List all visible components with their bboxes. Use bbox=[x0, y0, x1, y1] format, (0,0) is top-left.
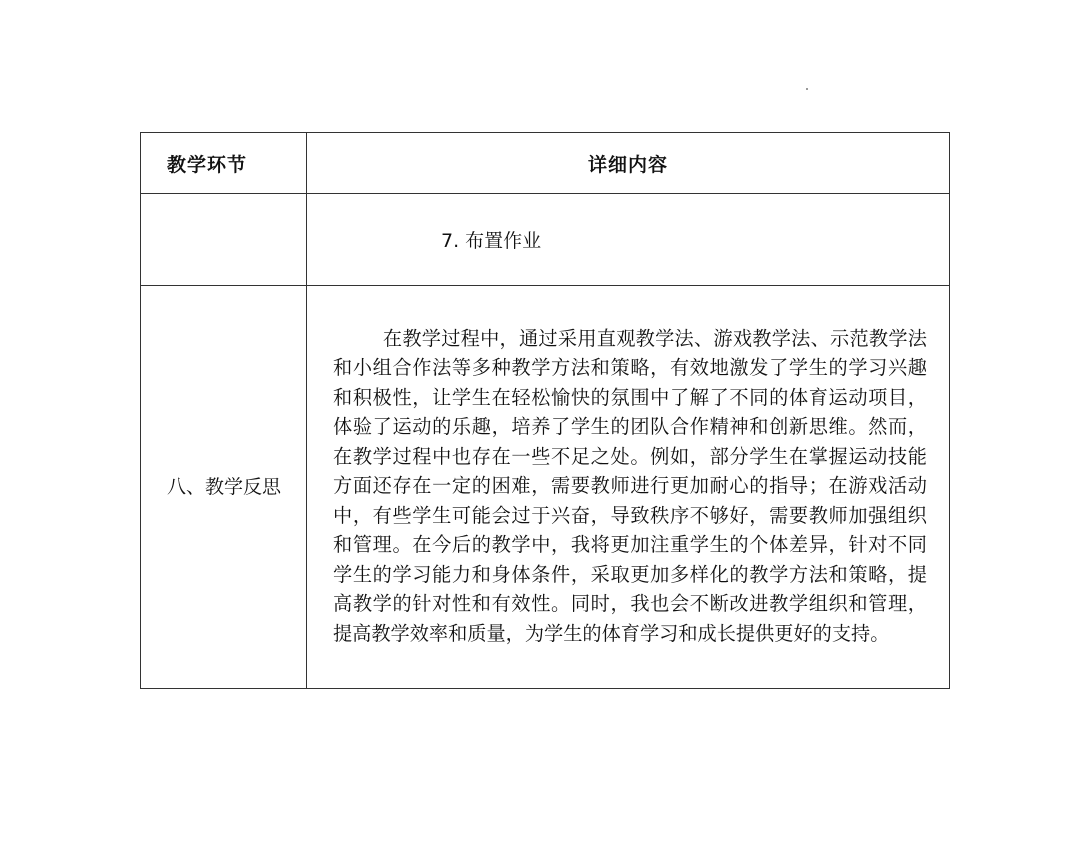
header-section: 教学环节 bbox=[141, 133, 307, 194]
row-section-cell: 八、教学反思 bbox=[141, 286, 307, 689]
header-details: 详细内容 bbox=[307, 133, 950, 194]
page-mark bbox=[806, 88, 808, 90]
table-header-row bbox=[141, 133, 950, 194]
table-row bbox=[141, 194, 950, 286]
lesson-plan-table bbox=[140, 132, 950, 689]
row-details-cell: 在教学过程中，通过采用直观教学法、游戏教学法、示范教学法和小组合作法等多种教学方法和策略，有效地激发了学生的学习兴趣和积极性，让学生在轻松愉快的氛围中了解了不同的体育运动项目，体验了运动的乐趣，培养了学生的团队合作精神和创新思维。然而，在教学过程中也存在一些不足之处。例如，部分学生在掌握运动技能方面还存在一定的困难，需要教师进行更加耐心的指导；在游戏活动中，有些学生可能会过于兴奋，导致秩序不够好，需要教师加强组织和管理。在今后的教学中，我将更加注重学生的个体差异，针对不同学生的学习能力和身体条件，采取更加多样化的教学方法和策略，提高教学的针对性和有效性。同时，我也会不断改进教学组织和管理，提高教学效率和质量，为学生的体育学习和成长提供更好的支持。 bbox=[307, 286, 950, 689]
row-section-cell bbox=[141, 194, 307, 286]
row-details-cell: 7. 布置作业 bbox=[307, 194, 950, 286]
table-row bbox=[141, 286, 950, 689]
